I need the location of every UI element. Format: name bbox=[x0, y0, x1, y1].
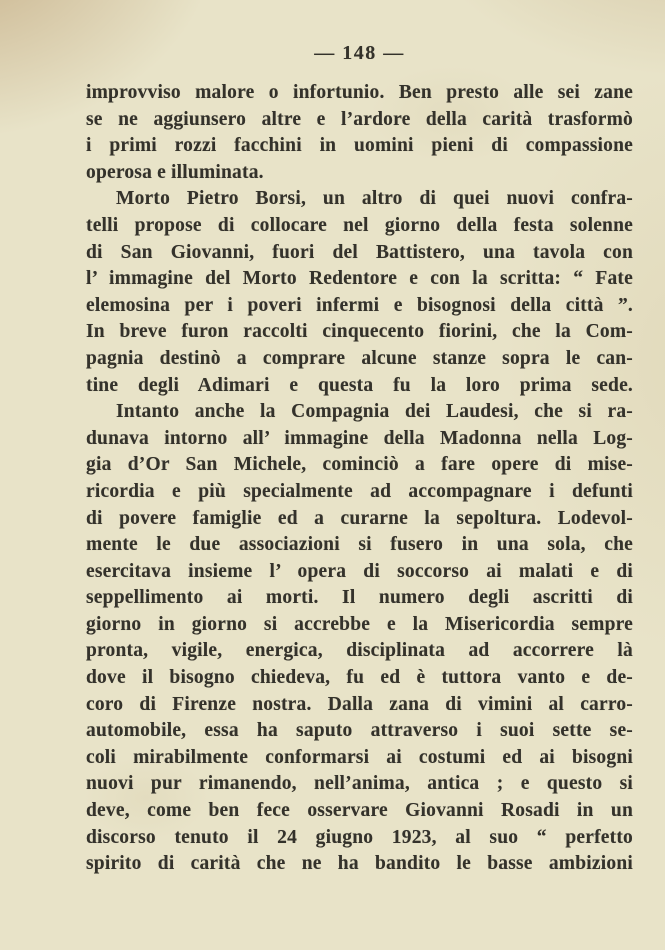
text-line bbox=[86, 240, 633, 267]
text-line bbox=[86, 452, 633, 479]
text-line-content: dove il bisogno chiedeva, fu ed è tuttora vanto e de- bbox=[86, 667, 633, 689]
text-line-content: automobile, essa ha saputo attraverso i suoi sette se- bbox=[86, 720, 633, 742]
text-line-content: pronta, vigile, energica, disciplinata ad accorrere là bbox=[86, 640, 633, 662]
text-line bbox=[86, 399, 633, 426]
text-line bbox=[86, 771, 633, 798]
text-line bbox=[86, 346, 633, 373]
text-line bbox=[86, 213, 633, 240]
text-line-content: gia d’Or San Michele, cominciò a fare opere di mise- bbox=[86, 454, 633, 476]
text-line-content: Intanto anche la Compagnia dei Laudesi, che si ra- bbox=[116, 401, 633, 423]
text-line bbox=[86, 585, 633, 612]
text-line-content: coro di Firenze nostra. Dalla zana di vimini al carro- bbox=[86, 693, 633, 715]
text-line-content: discorso tenuto il 24 giugno 1923, al suo “ perfetto bbox=[86, 826, 633, 848]
text-line-content: ricordia e più specialmente ad accompagnare i defunti bbox=[86, 480, 633, 502]
text-line-content: nuovi pur rimanendo, nell’anima, antica ; e questo si bbox=[86, 773, 633, 795]
text-line bbox=[86, 186, 633, 213]
text-line bbox=[86, 638, 633, 665]
text-line bbox=[86, 133, 633, 160]
text-line-content: deve, come ben fece osservare Giovanni Rosadi in un bbox=[86, 800, 633, 822]
text-line bbox=[86, 266, 633, 293]
paragraph bbox=[86, 399, 633, 878]
text-line-content: di San Giovanni, fuori del Battistero, una tavola con bbox=[86, 241, 633, 263]
text-line-content: giorno in giorno si accrebbe e la Misericordia sempre bbox=[86, 613, 633, 635]
text-line-content: seppellimento ai morti. Il numero degli ascritti di bbox=[86, 587, 633, 609]
text-line bbox=[86, 160, 633, 187]
text-line bbox=[86, 665, 633, 692]
text-line-content: tine degli Adimari e questa fu la loro prima sede. bbox=[86, 374, 633, 396]
text-line bbox=[86, 479, 633, 506]
text-line bbox=[86, 612, 633, 639]
text-line-content: telli propose di collocare nel giorno della festa solenne bbox=[86, 214, 633, 236]
text-line-content: pagnia destinò a comprare alcune stanze sopra le can- bbox=[86, 347, 633, 369]
text-line bbox=[86, 745, 633, 772]
text-line bbox=[86, 718, 633, 745]
text-line-content: coli mirabilmente conformarsi ai costumi ed ai bisogni bbox=[86, 746, 633, 768]
text-line-content: operosa e illuminata. bbox=[86, 161, 264, 183]
text-line bbox=[86, 532, 633, 559]
text-line bbox=[86, 798, 633, 825]
text-line bbox=[86, 506, 633, 533]
text-line-content: dunava intorno all’ immagine della Madonna nella Log- bbox=[86, 427, 633, 449]
text-line bbox=[86, 692, 633, 719]
text-line bbox=[86, 107, 633, 134]
text-line-content: improvviso malore o infortunio. Ben presto alle sei zane bbox=[86, 82, 633, 103]
text-line bbox=[86, 373, 633, 400]
text-line bbox=[86, 293, 633, 320]
text-line bbox=[86, 319, 633, 346]
page-number: — 148 — bbox=[314, 42, 405, 64]
text-line-content: l’ immagine del Morto Redentore e con la scritta: “ Fate bbox=[86, 268, 633, 290]
text-line-content: In breve furon raccolti cinquecento fiorini, che la Com- bbox=[86, 321, 633, 343]
text-line-content: i primi rozzi facchini in uomini pieni di compassione bbox=[86, 135, 633, 157]
text-line bbox=[86, 559, 633, 586]
text-line-content: di povere famiglie ed a curarne la sepoltura. Lodevol- bbox=[86, 507, 633, 529]
text-line bbox=[86, 851, 633, 878]
text-line-content: esercitava insieme l’ opera di soccorso ai malati e di bbox=[86, 560, 633, 582]
page-text bbox=[86, 80, 633, 878]
text-line-content: se ne aggiunsero altre e l’ardore della carità trasformò bbox=[86, 108, 633, 130]
text-line-content: elemosina per i poveri infermi e bisognosi della città ”. bbox=[86, 294, 633, 316]
text-line-content: Morto Pietro Borsi, un altro di quei nuovi confra- bbox=[116, 188, 633, 210]
paragraph bbox=[86, 80, 633, 186]
text-line bbox=[86, 426, 633, 453]
text-line bbox=[86, 825, 633, 852]
paragraph bbox=[86, 186, 633, 399]
text-line-content: spirito di carità che ne ha bandito le basse ambizioni bbox=[86, 853, 633, 875]
text-line-content: mente le due associazioni si fusero in una sola, che bbox=[86, 534, 633, 556]
text-line bbox=[86, 80, 633, 107]
